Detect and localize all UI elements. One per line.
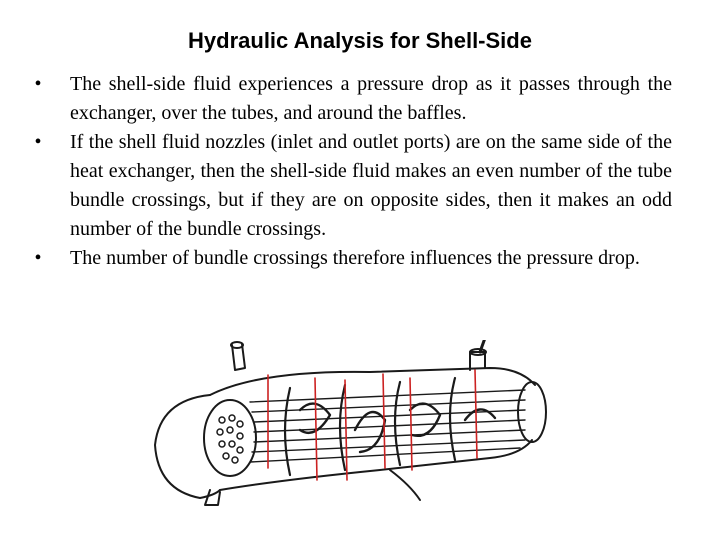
shell-bottom-edge — [220, 440, 532, 490]
bullet-dot: • — [34, 247, 42, 269]
right-end-cap — [518, 382, 546, 442]
tube-sheet-holes — [217, 415, 243, 463]
bullet-text: If the shell fluid nozzles (inlet and outlet ports) are on the same side of the heat exchanger, then the shell-side fluid makes an even number of the tube bundle crossings, but if they are on opposite sides, then it makes an odd number of the bundle crossings. — [70, 131, 672, 240]
bullet-dot: • — [34, 73, 42, 95]
bullet-item — [28, 244, 672, 273]
heat-exchanger-figure — [140, 340, 560, 510]
bullet-list — [28, 70, 672, 273]
slide-title: Hydraulic Analysis for Shell-Side — [188, 28, 532, 53]
left-head — [155, 395, 220, 498]
bullet-item — [28, 128, 672, 244]
heat-exchanger-illustration — [140, 340, 560, 510]
shell-top-edge — [210, 368, 535, 395]
bullet-dot: • — [34, 131, 42, 153]
bullet-text: The shell-side fluid experiences a pressure drop as it passes through the exchanger, over the tubes, and around the baffles. — [70, 73, 672, 124]
bullet-item — [28, 70, 672, 128]
tube-bundle — [250, 390, 525, 462]
tube-sheet — [204, 400, 256, 476]
bullet-text: The number of bundle crossings therefore influences the pressure drop. — [70, 247, 640, 269]
